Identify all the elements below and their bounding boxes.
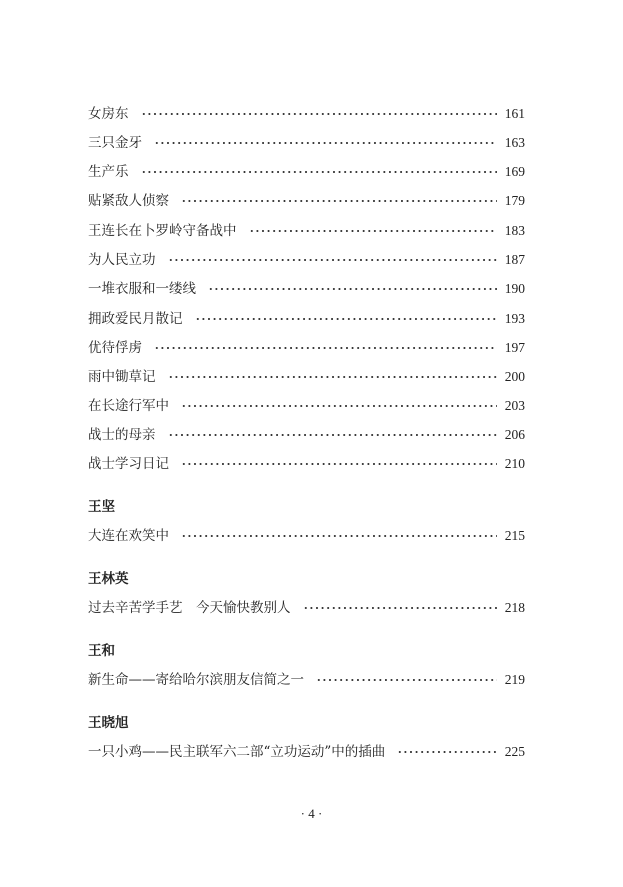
dot-leader xyxy=(316,678,497,682)
toc-entry xyxy=(88,308,525,330)
toc-entry-page: 193 xyxy=(504,311,525,326)
toc-entry-title: 女房东 xyxy=(88,106,129,122)
toc-entry xyxy=(88,249,525,271)
toc-entry xyxy=(88,278,525,300)
toc-entry-page: 161 xyxy=(504,106,525,121)
dot-leader xyxy=(141,170,498,174)
toc-entry xyxy=(88,337,525,359)
toc-entry-page: 190 xyxy=(504,281,525,296)
toc-entry xyxy=(88,741,525,763)
author-heading: 王和 xyxy=(88,643,115,659)
dot-leader xyxy=(195,317,498,321)
toc-entry xyxy=(88,395,525,417)
toc-entry xyxy=(88,366,525,388)
toc-entry-title: 贴紧敌人侦察 xyxy=(88,193,169,209)
toc-entry-title: 王连长在卜罗岭守备战中 xyxy=(88,223,237,239)
toc-entry xyxy=(88,525,525,547)
dot-leader xyxy=(181,404,497,408)
toc-entry-title: 优待俘虏 xyxy=(88,340,142,356)
toc-entry-title: 拥政爱民月散记 xyxy=(88,311,183,327)
toc-entry-title: 战士的母亲 xyxy=(88,427,156,443)
toc-entry xyxy=(88,453,525,475)
dot-leader xyxy=(208,287,497,291)
toc-entry xyxy=(88,132,525,154)
toc-entry-title: 三只金牙 xyxy=(88,135,142,151)
toc-entry-page: 197 xyxy=(504,340,525,355)
toc-entry xyxy=(88,597,525,619)
toc-entry-title: 一堆衣服和一缕线 xyxy=(88,281,196,297)
toc-entry-title: 一只小鸡——民主联军六二部“立功运动”中的插曲 xyxy=(88,744,386,760)
toc-entry-page: 187 xyxy=(504,252,525,267)
author-heading: 王晓旭 xyxy=(88,715,129,731)
toc-entry-title: 在长途行军中 xyxy=(88,398,169,414)
author-heading: 王林英 xyxy=(88,571,129,587)
toc-entry-title: 战士学习日记 xyxy=(88,456,169,472)
toc-entry xyxy=(88,103,525,125)
toc-entry-page: 179 xyxy=(504,193,525,208)
toc-entry-title: 大连在欢笑中 xyxy=(88,528,169,544)
toc-entry xyxy=(88,161,525,183)
toc-entry-title: 为人民立功 xyxy=(88,252,156,268)
toc-entry-page: 203 xyxy=(504,398,525,413)
toc-entry-page: 210 xyxy=(504,456,525,471)
toc-entry-page: 225 xyxy=(504,744,525,759)
dot-leader xyxy=(154,141,497,145)
toc-entry-page: 218 xyxy=(504,600,525,615)
dot-leader xyxy=(181,462,497,466)
dot-leader xyxy=(168,258,498,262)
toc-entry xyxy=(88,190,525,212)
dot-leader xyxy=(181,534,497,538)
dot-leader xyxy=(168,433,498,437)
toc-entry-title: 新生命——寄给哈尔滨朋友信简之一 xyxy=(88,672,304,688)
dot-leader xyxy=(397,750,497,754)
toc-entry-page: 183 xyxy=(504,223,525,238)
dot-leader xyxy=(168,375,498,379)
toc-entry-page: 219 xyxy=(504,672,525,687)
toc-entry-title: 过去辛苦学手艺 今天愉快教别人 xyxy=(88,600,291,616)
toc-entry-page: 169 xyxy=(504,164,525,179)
author-heading: 王坚 xyxy=(88,499,115,515)
toc-entry xyxy=(88,424,525,446)
dot-leader xyxy=(303,606,498,610)
page-number: · 4 · xyxy=(300,806,323,821)
dot-leader xyxy=(141,112,498,116)
dot-leader xyxy=(181,199,497,203)
toc-entry-page: 200 xyxy=(504,369,525,384)
toc-entry-title: 生产乐 xyxy=(88,164,129,180)
toc-entry xyxy=(88,220,525,242)
dot-leader xyxy=(154,346,497,350)
toc-entry-title: 雨中锄草记 xyxy=(88,369,156,385)
toc-entry-page: 215 xyxy=(504,528,525,543)
toc-entry-page: 206 xyxy=(504,427,525,442)
dot-leader xyxy=(249,229,498,233)
toc-entry xyxy=(88,669,525,691)
toc-entry-page: 163 xyxy=(504,135,525,150)
